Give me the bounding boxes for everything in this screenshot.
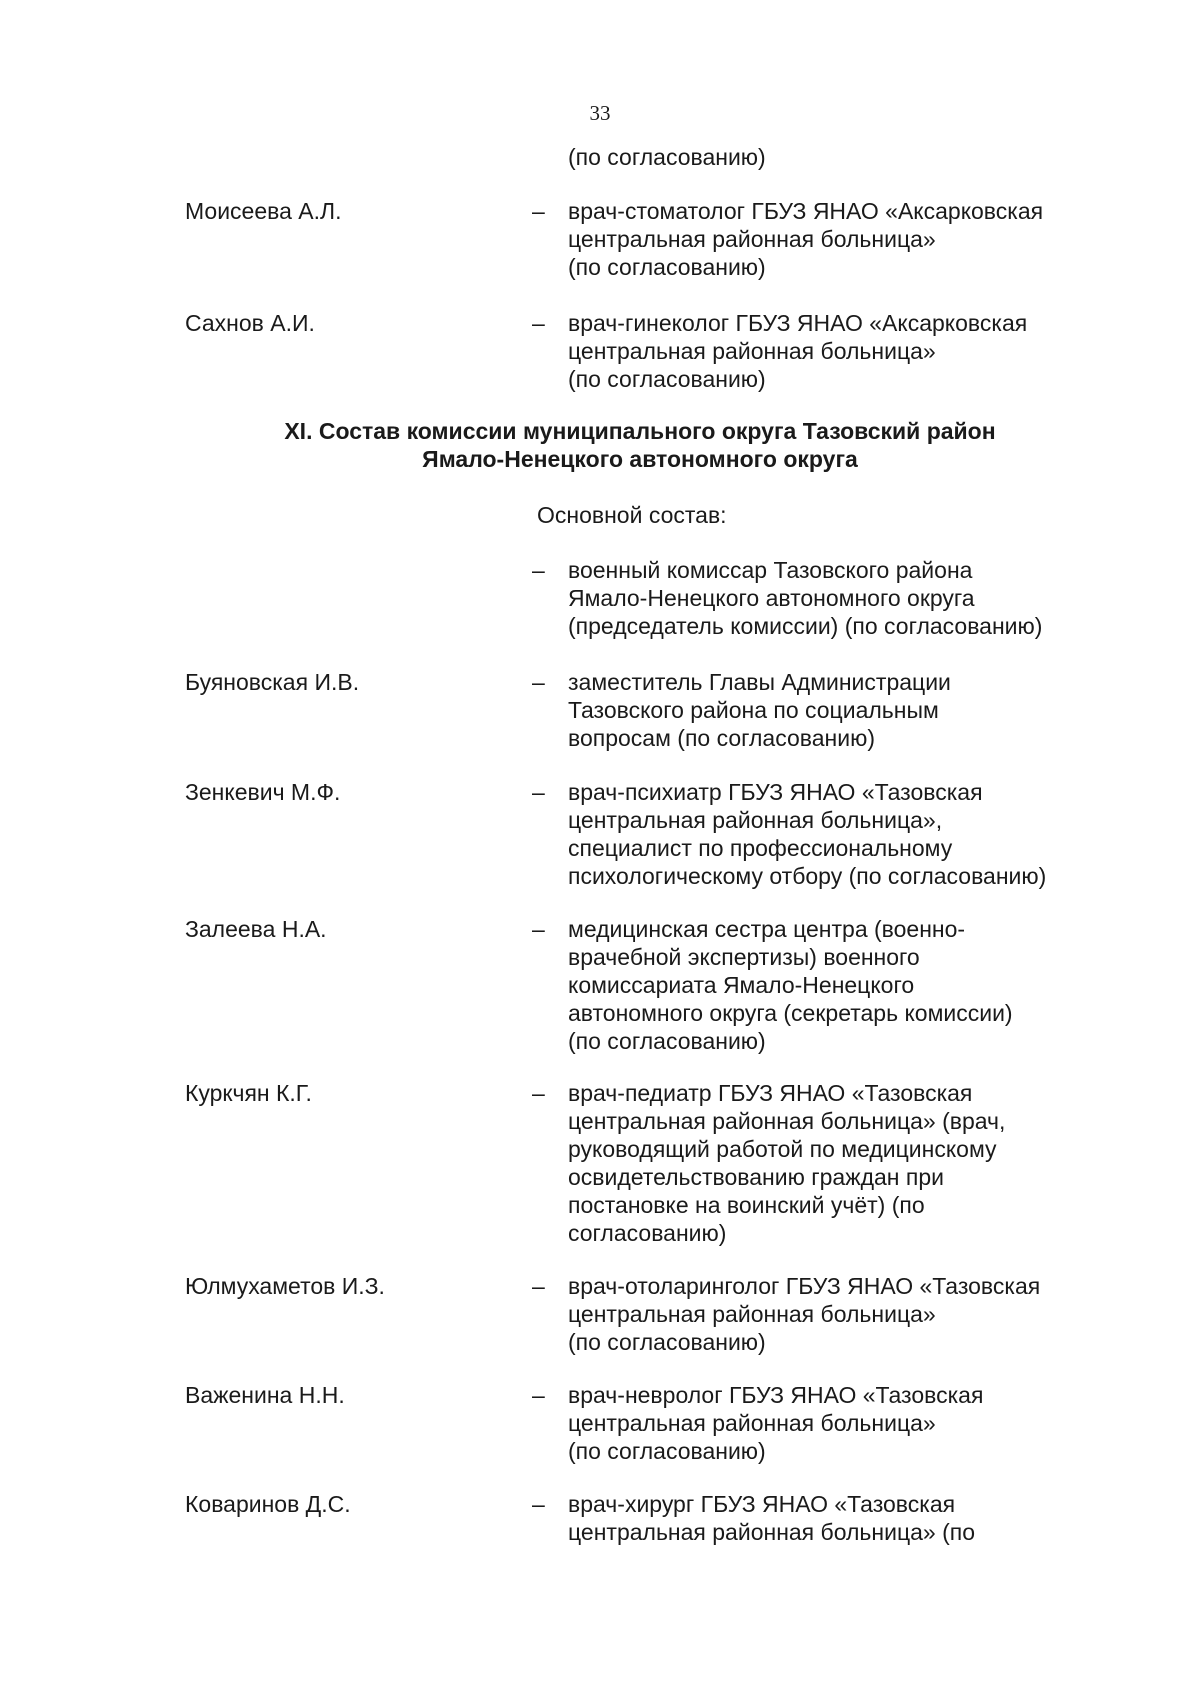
member-name: Куркчян К.Г.	[185, 1080, 312, 1106]
description-line: врач-отоларинголог ГБУЗ ЯНАО «Тазовская	[568, 1273, 1041, 1299]
member-name: Буяновская И.В.	[185, 669, 360, 695]
member-name: Важенина Н.Н.	[185, 1382, 345, 1408]
description-line: медицинская сестра центра (военно-	[568, 916, 966, 942]
member-name: Моисеева А.Л.	[185, 198, 342, 224]
description-line: центральная районная больница»	[568, 1410, 936, 1436]
description-line: центральная районная больница»	[568, 226, 936, 252]
description-line: Ямало-Ненецкого автономного округа	[568, 585, 975, 611]
description-line: автономного округа (секретарь комиссии)	[568, 1000, 1013, 1026]
description-line: центральная районная больница» (по	[568, 1519, 975, 1545]
dash-separator: –	[532, 779, 545, 805]
dash-separator: –	[532, 198, 545, 224]
section-title-line: XI. Состав комиссии муниципального округа Тазовский район	[284, 418, 996, 444]
description-line: врач-педиатр ГБУЗ ЯНАО «Тазовская	[568, 1080, 973, 1106]
dash-separator: –	[532, 1080, 545, 1106]
description-line: врачебной экспертизы) военного	[568, 944, 920, 970]
member-description	[568, 197, 1128, 281]
member-description	[568, 1490, 1128, 1546]
description-line: центральная районная больница»,	[568, 807, 943, 833]
dash-separator: –	[532, 1382, 545, 1408]
description-line: врач-невролог ГБУЗ ЯНАО «Тазовская	[568, 1382, 984, 1408]
member-name: Зенкевич М.Ф.	[185, 779, 341, 805]
dash-separator: –	[532, 310, 545, 336]
member-description	[568, 778, 1128, 890]
member-name: Залеева Н.А.	[185, 916, 327, 942]
continuation-line: (по согласованию)	[568, 144, 766, 170]
member-description	[568, 309, 1128, 393]
section-title	[0, 417, 1200, 473]
dash-separator: –	[532, 916, 545, 942]
description-line: центральная районная больница»	[568, 1301, 936, 1327]
description-line: врач-психиатр ГБУЗ ЯНАО «Тазовская	[568, 779, 983, 805]
description-line: согласованию)	[568, 1220, 727, 1246]
description-line: (по согласованию)	[568, 366, 766, 392]
description-line: комиссариата Ямало-Ненецкого	[568, 972, 915, 998]
dash-separator: –	[532, 1273, 545, 1299]
dash-separator: –	[532, 1491, 545, 1517]
description-line: руководящий работой по медицинскому	[568, 1136, 997, 1162]
member-description	[568, 1079, 1128, 1247]
member-description	[568, 1381, 1128, 1465]
description-line: вопросам (по согласованию)	[568, 725, 875, 751]
description-line: военный комиссар Тазовского района	[568, 557, 973, 583]
description-line: постановке на воинский учёт) (по	[568, 1192, 925, 1218]
description-line: освидетельствованию граждан при	[568, 1164, 944, 1190]
description-line: Тазовского района по социальным	[568, 697, 939, 723]
description-line: центральная районная больница»	[568, 338, 936, 364]
description-line: (по согласованию)	[568, 1329, 766, 1355]
member-name: Коваринов Д.С.	[185, 1491, 351, 1517]
subheading-main-composition: Основной состав:	[537, 502, 727, 528]
description-line: (председатель комиссии) (по согласованию)	[568, 613, 1043, 639]
description-line: врач-хирург ГБУЗ ЯНАО «Тазовская	[568, 1491, 956, 1517]
member-name: Сахнов А.И.	[185, 310, 315, 336]
member-description	[568, 556, 1128, 640]
member-description	[568, 668, 1128, 752]
description-line: врач-гинеколог ГБУЗ ЯНАО «Аксарковская	[568, 310, 1028, 336]
description-line: специалист по профессиональному	[568, 835, 953, 861]
member-description	[568, 1272, 1128, 1356]
description-line: психологическому отбору (по согласованию)	[568, 863, 1047, 889]
description-line: (по согласованию)	[568, 1438, 766, 1464]
description-line: заместитель Главы Администрации	[568, 669, 951, 695]
section-title-line: Ямало-Ненецкого автономного округа	[422, 446, 858, 472]
member-name: Юлмухаметов И.З.	[185, 1273, 385, 1299]
dash-separator: –	[532, 557, 545, 583]
member-description	[568, 915, 1128, 1055]
description-line: центральная районная больница» (врач,	[568, 1108, 1006, 1134]
description-line: (по согласованию)	[568, 1028, 766, 1054]
description-line: врач-стоматолог ГБУЗ ЯНАО «Аксарковская	[568, 198, 1044, 224]
page-number: 33	[589, 101, 611, 125]
dash-separator: –	[532, 669, 545, 695]
description-line: (по согласованию)	[568, 254, 766, 280]
